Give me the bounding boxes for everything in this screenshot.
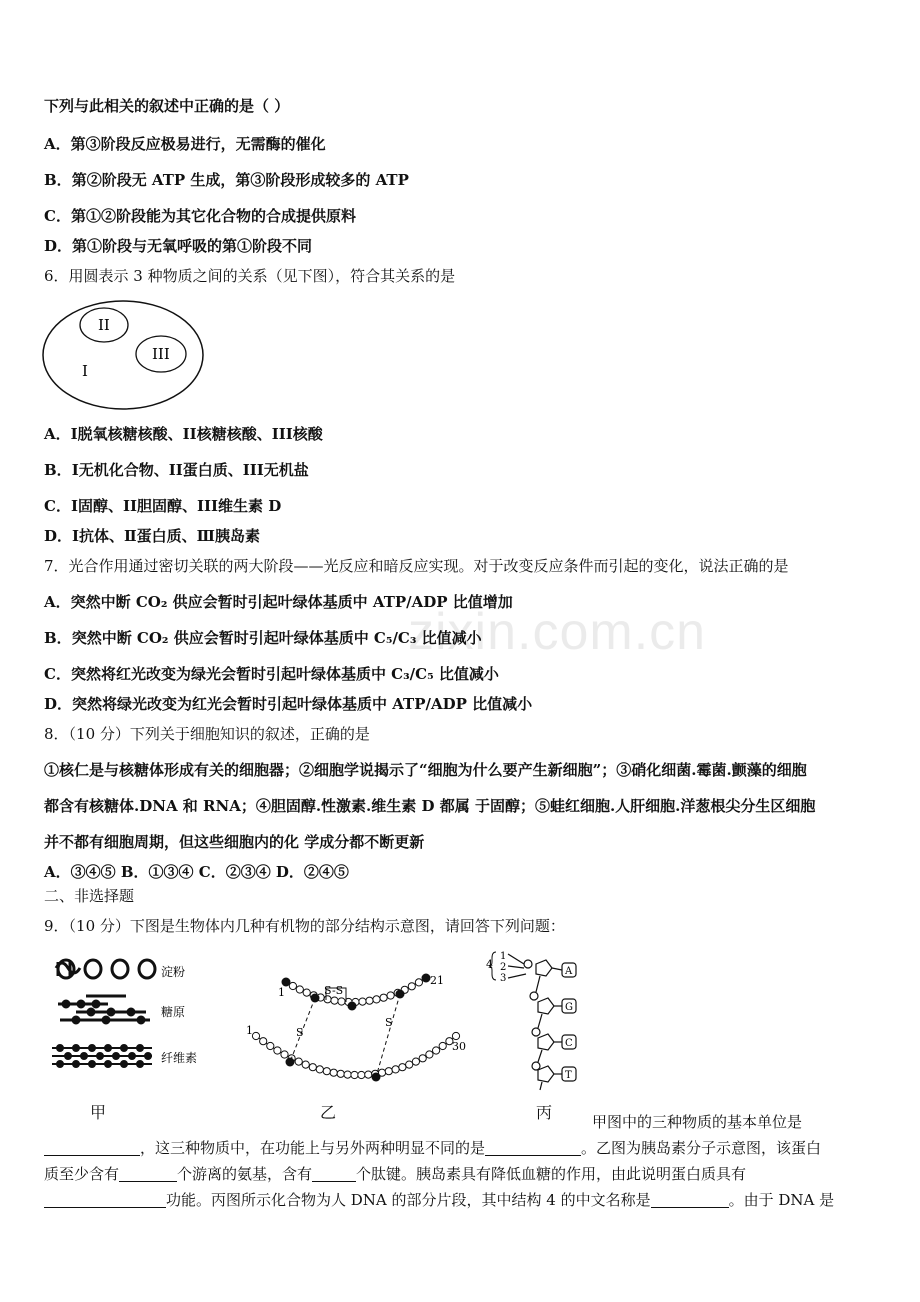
amino-acid-bead — [359, 998, 366, 1005]
amino-acid-bead — [408, 983, 415, 990]
amino-acid-bead — [373, 996, 380, 1003]
chain-b-1-label: 1 — [246, 1024, 253, 1037]
figure-caption-bing: 丙 — [536, 1103, 553, 1122]
phosphate-4 — [532, 1062, 540, 1070]
sugar-3 — [538, 1034, 554, 1050]
q6-stem: 6．用圆表示 3 种物质之间的关系（见下图），符合其关系的是 — [44, 267, 456, 285]
amino-acid-bead — [331, 997, 338, 1004]
q7-stem: 7．光合作用通过密切关联的两大阶段——光反应和暗反应实现。对于改变反应条件而引起的变化，说法正确的是 — [44, 557, 789, 575]
amino-acid-bead — [252, 1032, 259, 1039]
amino-acid-bead — [412, 1058, 419, 1065]
q6-option-d[interactable]: D．Ⅰ抗体、Ⅱ蛋白质、Ⅲ胰岛素 — [44, 527, 260, 545]
chain-b-30-label: 30 — [452, 1040, 466, 1053]
q8-body-line-1: ①核仁是与核糖体形成有关的细胞器；②细胞学说揭示了“细胞为什么要产生新细胞”；③硝化细菌.霉菌.颤藻的细胞 — [44, 761, 807, 779]
starch-label: 淀粉 — [161, 965, 186, 979]
q5-stem: 下列与此相关的叙述中正确的是（ ） — [44, 97, 290, 115]
sugar-2 — [538, 998, 554, 1014]
label-i: I — [82, 362, 88, 380]
amino-acid-bead — [452, 1032, 459, 1039]
watermark: zixin.com.cn — [408, 603, 707, 661]
answer-blank-2[interactable] — [485, 1139, 581, 1156]
amino-acid-bead — [323, 1068, 330, 1075]
sugar-1 — [536, 960, 552, 976]
struct-2-label: 2 — [500, 962, 507, 973]
q5-option-a[interactable]: A．第③阶段反应极易进行，无需酶的催化 — [44, 135, 326, 153]
answer-blank-6[interactable] — [651, 1191, 729, 1208]
answer-blank-3[interactable] — [119, 1165, 177, 1182]
amino-acid-bead — [399, 1064, 406, 1071]
disulfide-bond-2 — [376, 994, 400, 1077]
figure-caption-jia: 甲 — [90, 1103, 107, 1122]
set-diagram — [40, 298, 210, 414]
amino-acid-bead — [274, 1047, 281, 1054]
label-ii: II — [98, 316, 110, 334]
answer-blank-1[interactable] — [44, 1139, 140, 1156]
amino-acid-bead — [358, 1071, 365, 1078]
chain-a-cys1 — [348, 1002, 357, 1011]
label-iii: III — [152, 345, 170, 363]
q7-option-b[interactable]: B．突然中断 CO₂ 供应会暂时引起叶绿体基质中 C₅/C₃ 比值减小 — [44, 629, 482, 647]
figure-jia-polysaccharides — [46, 952, 226, 1084]
q9-answer-line-2: 质至少含有 个游离的氨基，含有 个肽键。胰岛素具有降低血糖的作用，由此说明蛋白质具有 — [44, 1165, 747, 1183]
amino-acid-bead — [309, 1064, 316, 1071]
q7-option-a[interactable]: A．突然中断 CO₂ 供应会暂时引起叶绿体基质中 ATP/ADP 比值增加 — [44, 593, 513, 611]
q6-option-c[interactable]: C．I固醇、II胆固醇、III维生素 D — [44, 497, 282, 515]
amino-acid-bead — [281, 1051, 288, 1058]
amino-acid-bead — [366, 997, 373, 1004]
insulin-chain-a — [282, 974, 429, 1005]
base-t: T — [565, 1070, 572, 1081]
q8-body-line-3: 并不都有细胞周期，但这些细胞内的化 学成分都不断更新 — [44, 833, 425, 851]
base-g: G — [565, 1002, 573, 1013]
amino-acid-bead — [387, 992, 394, 999]
base-a: A — [565, 966, 573, 977]
amino-acid-bead — [439, 1042, 446, 1049]
amino-acid-bead — [415, 979, 422, 986]
starch-chain — [56, 960, 155, 978]
answer-blank-4[interactable] — [312, 1165, 356, 1182]
amino-acid-bead — [296, 986, 303, 993]
q9-answer-line-1: ，这三种物质中，在功能上与另外两种明显不同的是 。乙图为胰岛素分子示意图，该蛋白 — [44, 1138, 821, 1158]
phosphate-3 — [532, 1028, 540, 1036]
struct-3-label: 3 — [500, 973, 507, 984]
s-label-1: S — [296, 1026, 304, 1039]
outer-circle — [43, 301, 203, 409]
amino-acid-bead — [330, 1069, 337, 1076]
amino-acid-bead — [344, 1071, 351, 1078]
amino-acid-bead — [351, 1071, 358, 1078]
chain-a-1-label: 1 — [278, 986, 285, 999]
amino-acid-bead — [385, 1068, 392, 1075]
amino-acid-bead — [426, 1051, 433, 1058]
q6-option-a[interactable]: A．I脱氧核糖核酸、II核糖核酸、III核酸 — [44, 425, 323, 443]
base-c: C — [565, 1038, 573, 1049]
amino-acid-bead — [392, 1066, 399, 1073]
amino-acid-bead — [295, 1058, 302, 1065]
q9-text-after-figure: 甲图中的三种物质的基本单位是 — [592, 1113, 803, 1131]
phosphate-1 — [524, 960, 532, 968]
ss-label: S-S — [324, 984, 344, 997]
amino-acid-bead — [316, 1066, 323, 1073]
figure-bing-dna — [484, 946, 588, 1092]
q7-option-c[interactable]: C．突然将红光改变为绿光会暂时引起叶绿体基质中 C₃/C₅ 比值减小 — [44, 665, 499, 683]
q9-stem: 9．（10 分）下图是生物体内几种有机物的部分结构示意图，请回答下列问题： — [44, 917, 565, 935]
glycogen-label: 糖原 — [161, 1005, 186, 1019]
q8-options[interactable]: A．③④⑤ B．①③④ C．②③④ D．②④⑤ — [44, 863, 349, 881]
amino-acid-bead — [289, 982, 296, 989]
q5-option-c[interactable]: C．第①②阶段能为其它化合物的合成提供原料 — [44, 207, 356, 225]
sugar-4 — [538, 1066, 554, 1082]
q6-option-b[interactable]: B．I无机化合物、II蛋白质、III无机盐 — [44, 461, 309, 479]
figure-caption-yi: 乙 — [320, 1103, 337, 1122]
amino-acid-bead — [267, 1042, 274, 1049]
struct-4-label: 4 — [486, 958, 493, 971]
amino-acid-bead — [380, 994, 387, 1001]
amino-acid-bead — [303, 989, 310, 996]
amino-acid-bead — [419, 1055, 426, 1062]
amino-acid-bead — [406, 1061, 413, 1068]
q5-option-d[interactable]: D．第①阶段与无氧呼吸的第①阶段不同 — [44, 237, 313, 255]
q9-answer-line-3: 功能。丙图所示化合物为人 DNA 的部分片段，其中结构 4 的中文名称是 。由于 DNA 是 — [44, 1190, 834, 1210]
amino-acid-bead — [338, 998, 345, 1005]
struct-1-label: 1 — [500, 951, 507, 962]
amino-acid-bead — [260, 1038, 267, 1045]
cellulose-chains — [52, 1045, 152, 1067]
phosphate-2 — [530, 992, 538, 1000]
q8-body-line-2: 都含有核糖体.DNA 和 RNA；④胆固醇.性激素.维生素 D 都属 于固醇；⑤蛙红细胞.人肝细胞.洋葱根尖分生区细胞 — [44, 797, 816, 815]
amino-acid-bead — [337, 1070, 344, 1077]
section-heading: 二、非选择题 — [44, 887, 135, 905]
s-label-2: S — [385, 1016, 393, 1029]
amino-acid-bead — [365, 1071, 372, 1078]
answer-blank-5[interactable] — [44, 1191, 166, 1208]
q8-stem: 8．（10 分）下列关于细胞知识的叙述，正确的是 — [44, 725, 370, 743]
cellulose-label: 纤维素 — [161, 1051, 198, 1065]
amino-acid-bead — [302, 1061, 309, 1068]
chain-a-21-label: 21 — [430, 974, 444, 987]
insulin-chain-b — [252, 1032, 459, 1078]
figure-yi-insulin — [240, 964, 472, 1100]
amino-acid-bead — [433, 1047, 440, 1054]
glycogen-branches — [58, 996, 150, 1023]
q5-option-b[interactable]: B．第②阶段无 ATP 生成，第③阶段形成较多的 ATP — [44, 171, 409, 189]
q7-option-d[interactable]: D．突然将绿光改变为红光会暂时引起叶绿体基质中 ATP/ADP 比值减小 — [44, 695, 533, 713]
